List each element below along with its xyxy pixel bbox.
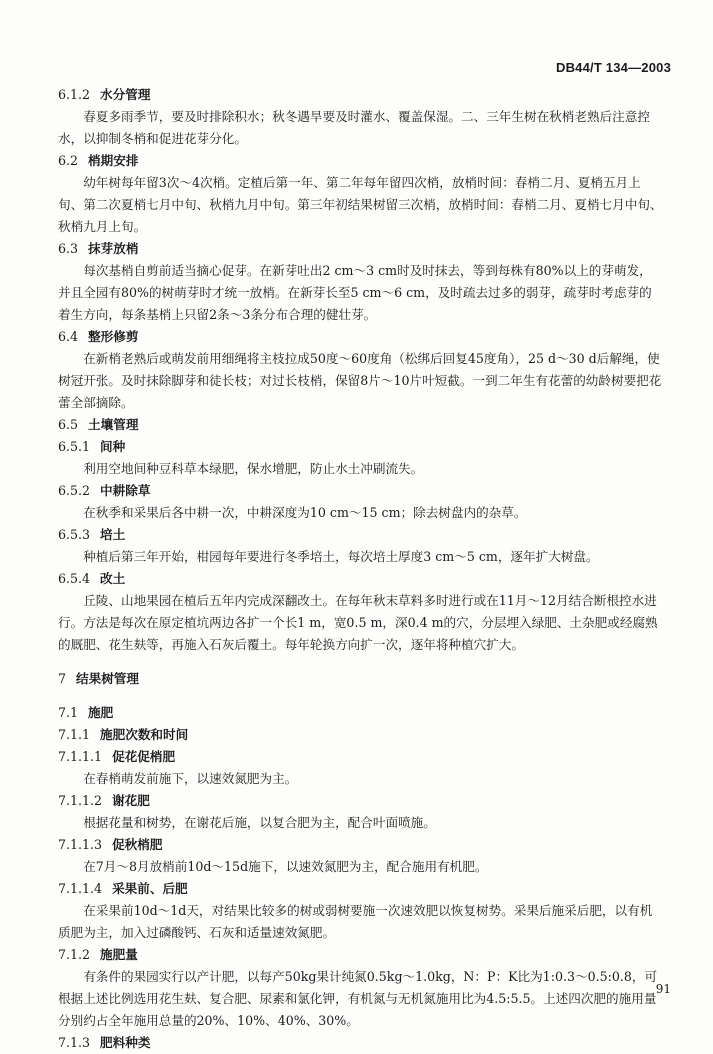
section-heading bbox=[58, 668, 663, 690]
section-title: 水分管理 bbox=[100, 87, 151, 102]
section-title: 肥料种类 bbox=[100, 1035, 151, 1050]
section-title: 施肥量 bbox=[100, 947, 138, 962]
section-heading bbox=[58, 746, 663, 768]
section-number: 7.1.2 bbox=[58, 947, 91, 962]
section-number: 7.1.1.1 bbox=[58, 749, 103, 764]
section-heading bbox=[58, 568, 663, 590]
section-title: 培土 bbox=[100, 527, 126, 542]
section-heading bbox=[58, 702, 663, 724]
section-number: 6.5.4 bbox=[58, 571, 91, 586]
section-title: 抹芽放梢 bbox=[88, 241, 139, 256]
section-number: 6.5.3 bbox=[58, 527, 91, 542]
section-number: 7.1.1 bbox=[58, 727, 91, 742]
section-number: 6.5 bbox=[58, 417, 79, 432]
standard-code: DB44/T 134—2003 bbox=[555, 60, 671, 75]
body-paragraph: 在7月～8月放梢前10d～15d施下，以速效氮肥为主，配合施用有机肥。 bbox=[83, 859, 488, 874]
section-number: 6.5.2 bbox=[58, 483, 91, 498]
section-heading bbox=[58, 878, 663, 900]
section-title: 整形修剪 bbox=[88, 329, 139, 344]
document-body bbox=[58, 84, 663, 1054]
section-title: 施肥 bbox=[88, 705, 114, 720]
section-title: 采果前、后肥 bbox=[112, 881, 188, 896]
section-heading bbox=[58, 436, 663, 458]
body-paragraph: 有条件的果园实行以产计肥，以每产50kg果计纯氮0.5kg～1.0kg，N：P：K比为1:0.3～0.5:0.8，可根据上述比例选用花生麸、复合肥、尿素和氯化钾，有机氮与无机氮施用比为4.5:5.5。上述四次肥的施用量分别约占全年施用总量的20%、10%、40%、30%。 bbox=[58, 969, 658, 1028]
section-title: 土壤管理 bbox=[88, 417, 139, 432]
section-number: 7 bbox=[58, 671, 67, 686]
section-number: 7.1.3 bbox=[58, 1035, 91, 1050]
section-number: 6.4 bbox=[58, 329, 79, 344]
section-heading bbox=[58, 1032, 663, 1054]
body-paragraph: 在新梢老熟后或萌发前用细绳将主枝拉成50度～60度角（松绑后回复45度角），25 d～30 d后解绳，使树冠开张。及时抹除脚芽和徒长枝；对过长枝梢，保留8片～10片叶短截。一到二年生有花蕾的幼龄树要把花蕾全部摘除。 bbox=[58, 351, 662, 410]
section-heading bbox=[58, 238, 663, 260]
section-heading bbox=[58, 524, 663, 546]
section-number: 6.2 bbox=[58, 153, 79, 168]
section-number: 6.1.2 bbox=[58, 87, 91, 102]
body-paragraph: 丘陵、山地果园在植后五年内完成深翻改土。在每年秋末草料多时进行或在11月～12月结合断根控水进行。方法是每次在原定植坑两边各扩一个长1 m，宽0.5 m，深0.4 m的穴，分层埋入绿肥、土杂肥或经腐熟的厩肥、花生麸等，再施入石灰后覆土。每年轮换方向扩一次，逐年将种植穴扩大。 bbox=[58, 593, 658, 652]
section-heading bbox=[58, 414, 663, 436]
body-paragraph: 种植后第三年开始，柑园每年要进行冬季培土，每次培土厚度3 cm～5 cm，逐年扩大树盘。 bbox=[83, 549, 599, 564]
section-heading bbox=[58, 724, 663, 746]
body-paragraph: 幼年树每年留3次～4次梢。定植后第一年、第二年每年留四次梢，放梢时间：春梢二月、夏梢五月上旬、第二次夏梢七月中旬、秋梢九月中旬。第三年初结果树留三次梢，放梢时间：春梢二月、夏梢七月中旬、秋梢九月上旬。 bbox=[58, 175, 663, 234]
section-heading bbox=[58, 944, 663, 966]
section-heading bbox=[58, 480, 663, 502]
body-paragraph: 在秋季和采果后各中耕一次，中耕深度为10 cm～15 cm；除去树盘内的杂草。 bbox=[83, 505, 527, 520]
section-title: 结果树管理 bbox=[76, 671, 139, 686]
section-heading bbox=[58, 84, 663, 106]
section-title: 间种 bbox=[100, 439, 126, 454]
section-title: 施肥次数和时间 bbox=[100, 727, 189, 742]
page-number: 91 bbox=[655, 982, 671, 996]
body-paragraph: 在采果前10d～1d天，对结果比较多的树或弱树要施一次速效肥以恢复树势。采果后施采后肥，以有机质肥为主，加入过磷酸钙、石灰和适量速效氮肥。 bbox=[58, 903, 653, 940]
section-title: 改土 bbox=[100, 571, 126, 586]
body-paragraph: 每次基梢自剪前适当摘心促芽。在新芽吐出2 cm～3 cm时及时抹去，等到每株有80%以上的芽萌发，并且全园有80%的树萌芽时才统一放梢。在新芽长至5 cm～6 cm，及时疏去过多的弱芽，疏芽时考虑芽的着生方向，每条基梢上只留2条～3条分布合理的健壮芽。 bbox=[58, 263, 652, 322]
section-number: 6.3 bbox=[58, 241, 79, 256]
section-number: 7.1.1.2 bbox=[58, 793, 103, 808]
section-title: 梢期安排 bbox=[88, 153, 139, 168]
body-paragraph: 利用空地间种豆科草本绿肥，保水增肥，防止水土冲刷流失。 bbox=[83, 461, 424, 476]
body-paragraph: 根据花量和树势，在谢花后施，以复合肥为主，配合叶面喷施。 bbox=[83, 815, 436, 830]
body-paragraph: 春夏多雨季节，要及时排除积水；秋冬遇旱要及时灌水、覆盖保湿。二、三年生树在秋梢老熟后注意控水，以抑制冬梢和促进花芽分化。 bbox=[58, 109, 650, 146]
section-title: 促秋梢肥 bbox=[112, 837, 163, 852]
section-title: 谢花肥 bbox=[112, 793, 150, 808]
section-heading bbox=[58, 326, 663, 348]
section-heading bbox=[58, 150, 663, 172]
section-title: 促花促梢肥 bbox=[112, 749, 176, 764]
section-number: 7.1 bbox=[58, 705, 79, 720]
section-number: 7.1.1.4 bbox=[58, 881, 103, 896]
section-title: 中耕除草 bbox=[100, 483, 151, 498]
section-number: 6.5.1 bbox=[58, 439, 91, 454]
section-heading bbox=[58, 834, 663, 856]
section-number: 7.1.1.3 bbox=[58, 837, 103, 852]
body-paragraph: 在春梢萌发前施下，以速效氮肥为主。 bbox=[83, 771, 298, 786]
section-heading bbox=[58, 790, 663, 812]
